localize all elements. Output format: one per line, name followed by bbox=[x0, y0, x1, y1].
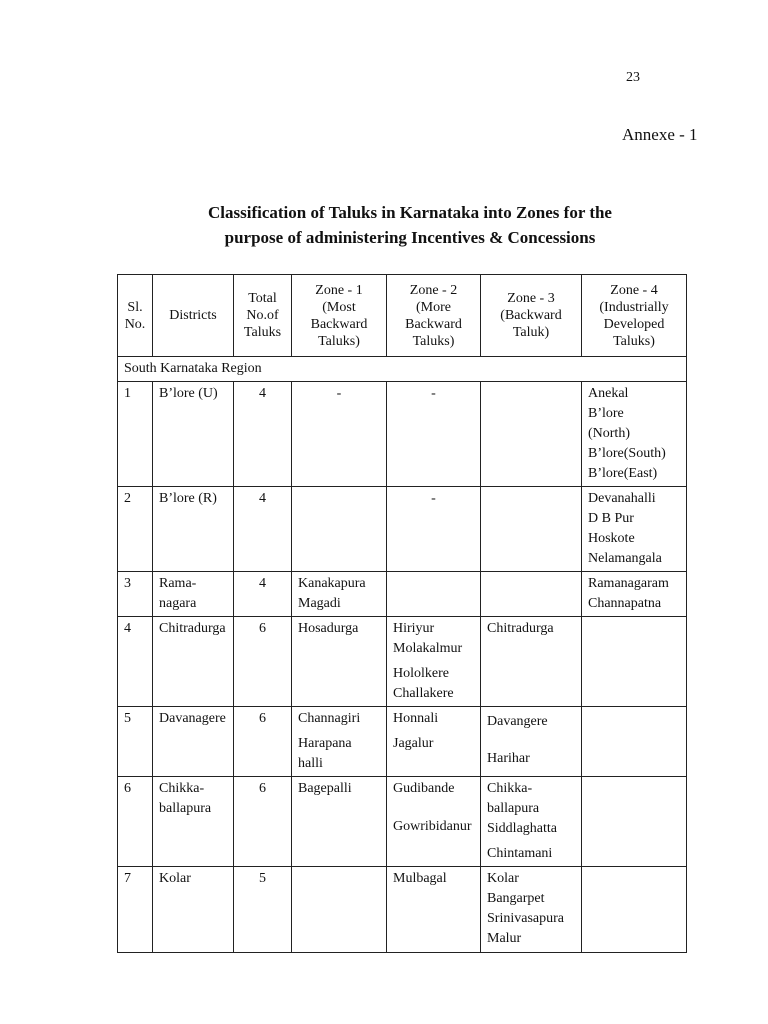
region-row bbox=[118, 357, 687, 382]
cell-district: B’lore (U) bbox=[153, 382, 234, 487]
cell-zone-1: Hosadurga bbox=[292, 617, 387, 707]
cell-zone-2 bbox=[387, 572, 481, 617]
title-line-1: Classification of Taluks in Karnataka into Zones for the bbox=[208, 203, 612, 222]
header-total: Total No.of Taluks bbox=[234, 275, 292, 357]
cell-sl: 3 bbox=[118, 572, 153, 617]
cell-zone-3: Chitradurga bbox=[481, 617, 582, 707]
cell-zone-1: Channagiri Harapana halli bbox=[292, 707, 387, 777]
document-title bbox=[150, 200, 670, 250]
table-row bbox=[118, 617, 687, 707]
cell-sl: 5 bbox=[118, 707, 153, 777]
cell-zone-4 bbox=[582, 777, 687, 867]
cell-total: 5 bbox=[234, 867, 292, 953]
cell-zone-2: Honnali Jagalur bbox=[387, 707, 481, 777]
cell-sl: 4 bbox=[118, 617, 153, 707]
cell-district: Chitradurga bbox=[153, 617, 234, 707]
cell-total: 4 bbox=[234, 487, 292, 572]
header-sl: Sl. No. bbox=[118, 275, 153, 357]
header-zone-2: Zone - 2 (More Backward Taluks) bbox=[387, 275, 481, 357]
cell-zone-3: Davangere Harihar bbox=[481, 707, 582, 777]
cell-zone-1 bbox=[292, 867, 387, 953]
cell-zone-2: Mulbagal bbox=[387, 867, 481, 953]
page-number: 23 bbox=[626, 70, 640, 85]
cell-zone-2: - bbox=[387, 487, 481, 572]
cell-sl: 6 bbox=[118, 777, 153, 867]
table-row bbox=[118, 487, 687, 572]
table-row bbox=[118, 572, 687, 617]
cell-zone-1 bbox=[292, 487, 387, 572]
cell-total: 4 bbox=[234, 572, 292, 617]
cell-zone-4: Ramanagaram Channapatna bbox=[582, 572, 687, 617]
cell-zone-1: - bbox=[292, 382, 387, 487]
cell-zone-4 bbox=[582, 617, 687, 707]
cell-total: 4 bbox=[234, 382, 292, 487]
cell-sl: 7 bbox=[118, 867, 153, 953]
cell-zone-3: Chikka- ballapura Siddlaghatta Chintamani bbox=[481, 777, 582, 867]
cell-zone-2: - bbox=[387, 382, 481, 487]
cell-zone-4: Anekal B’lore (North) B’lore(South) B’lore(East) bbox=[582, 382, 687, 487]
cell-zone-4 bbox=[582, 867, 687, 953]
cell-zone-3 bbox=[481, 487, 582, 572]
cell-zone-3 bbox=[481, 382, 582, 487]
annexe-label: Annexe - 1 bbox=[622, 125, 698, 144]
table-row bbox=[118, 777, 687, 867]
cell-zone-3: Kolar Bangarpet Srinivasapura Malur bbox=[481, 867, 582, 953]
table-row bbox=[118, 382, 687, 487]
table-row bbox=[118, 867, 687, 953]
cell-zone-4 bbox=[582, 707, 687, 777]
table-row bbox=[118, 707, 687, 777]
cell-zone-3 bbox=[481, 572, 582, 617]
title-line-2: purpose of administering Incentives & Concessions bbox=[224, 228, 596, 247]
header-row bbox=[118, 275, 687, 357]
cell-district: Davanagere bbox=[153, 707, 234, 777]
cell-total: 6 bbox=[234, 707, 292, 777]
cell-zone-4: Devanahalli D B Pur Hoskote Nelamangala bbox=[582, 487, 687, 572]
cell-district: B’lore (R) bbox=[153, 487, 234, 572]
cell-zone-2: Gudibande Gowribidanur bbox=[387, 777, 481, 867]
header-zone-4: Zone - 4 (Industrially Developed Taluks) bbox=[582, 275, 687, 357]
header-districts: Districts bbox=[153, 275, 234, 357]
cell-district: Kolar bbox=[153, 867, 234, 953]
cell-zone-1: Kanakapura Magadi bbox=[292, 572, 387, 617]
cell-district: Chikka- ballapura bbox=[153, 777, 234, 867]
cell-total: 6 bbox=[234, 617, 292, 707]
region-label: South Karnataka Region bbox=[118, 357, 687, 382]
taluk-zones-table bbox=[117, 274, 687, 953]
cell-district: Rama- nagara bbox=[153, 572, 234, 617]
cell-zone-2: Hiriyur Molakalmur Hololkere Challakere bbox=[387, 617, 481, 707]
cell-total: 6 bbox=[234, 777, 292, 867]
header-zone-3: Zone - 3 (Backward Taluk) bbox=[481, 275, 582, 357]
cell-sl: 2 bbox=[118, 487, 153, 572]
cell-sl: 1 bbox=[118, 382, 153, 487]
header-zone-1: Zone - 1 (Most Backward Taluks) bbox=[292, 275, 387, 357]
cell-zone-1: Bagepalli bbox=[292, 777, 387, 867]
